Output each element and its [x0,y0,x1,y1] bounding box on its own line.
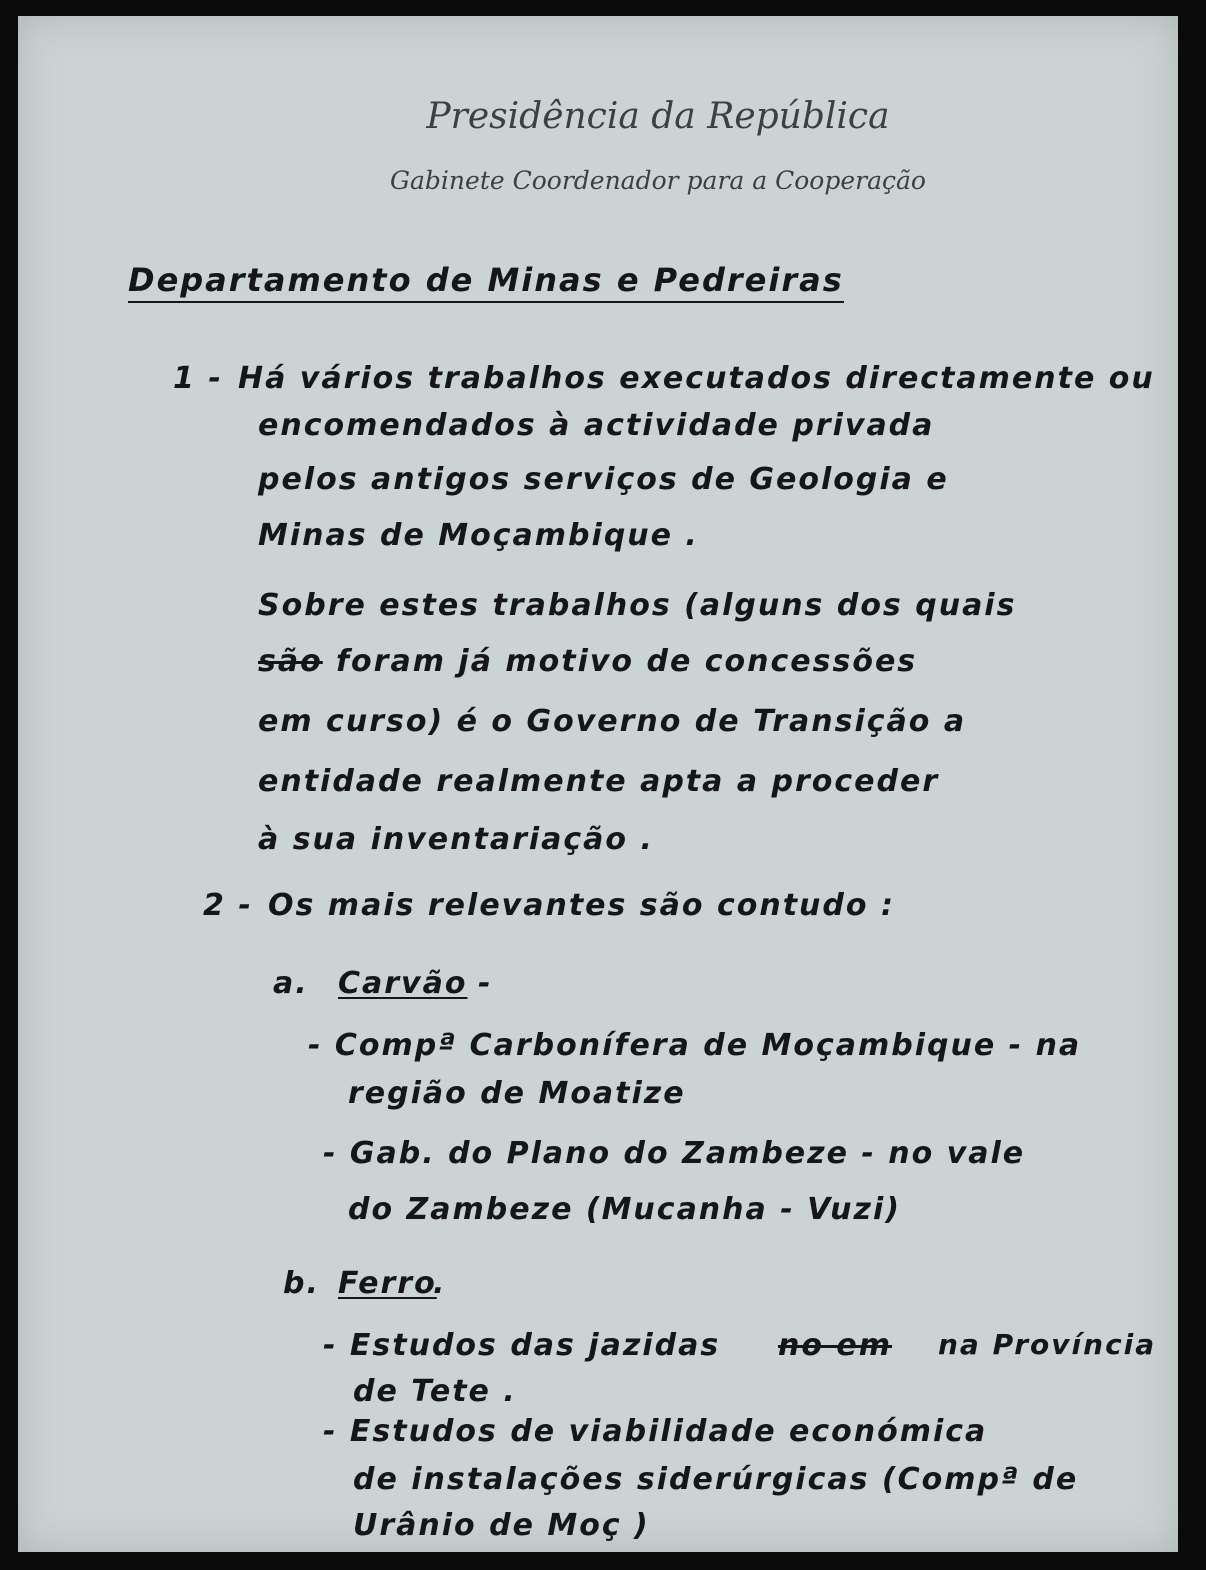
item-letter: b. [283,1266,320,1301]
struck-word: são [258,644,323,679]
section1-number: 1 - [173,361,223,396]
item-line: - Compª Carbonífera de Moçambique - na [308,1028,1082,1063]
section1-line: entidade realmente apta a proceder [258,764,940,799]
section1-line: foram já motivo de concessões [336,644,918,679]
section1-line: à sua inventariação . [258,822,654,857]
section1-line: Minas de Moçambique . [258,518,699,553]
letterhead-subtitle: Gabinete Coordenador para a Cooperação [390,166,926,195]
item-line: região de Moatize [348,1076,686,1111]
item-title: Carvão [338,966,468,1001]
item-letter: a. [273,966,309,1001]
item-line: de Tete . [353,1374,517,1409]
item-line: na Província [938,1328,1157,1361]
section2-number: 2 - [203,888,253,923]
section1-line: encomendados à actividade privada [258,408,935,443]
item-line: - Estudos de viabilidade económica [323,1414,988,1449]
section1-line: em curso) é o Governo de Transição a [258,704,967,739]
item-line: - Estudos das jazidas [323,1328,721,1363]
item-line: do Zambeze (Mucanha - Vuzi) [348,1192,901,1227]
document-page [18,16,1178,1552]
section2-intro: Os mais relevantes são contudo : [268,888,895,923]
struck-word: no em [778,1328,893,1363]
section1-line: Sobre estes trabalhos (alguns dos quais [258,588,1017,623]
item-line: Urânio de Moç ) [353,1508,650,1543]
section1-line: Há vários trabalhos executados directamente ou [238,361,1155,396]
section1-line: pelos antigos serviços de Geologia e [258,462,949,497]
item-title: Ferro [338,1266,437,1301]
item-title-suffix: - [478,966,493,1001]
item-line: de instalações siderúrgicas (Compª de [353,1462,1079,1497]
letterhead-title: Presidência da República [426,96,890,137]
document-heading: Departamento de Minas e Pedreiras [128,261,844,303]
item-line: - Gab. do Plano do Zambeze - no vale [323,1136,1026,1171]
item-title-suffix: . [433,1266,447,1301]
